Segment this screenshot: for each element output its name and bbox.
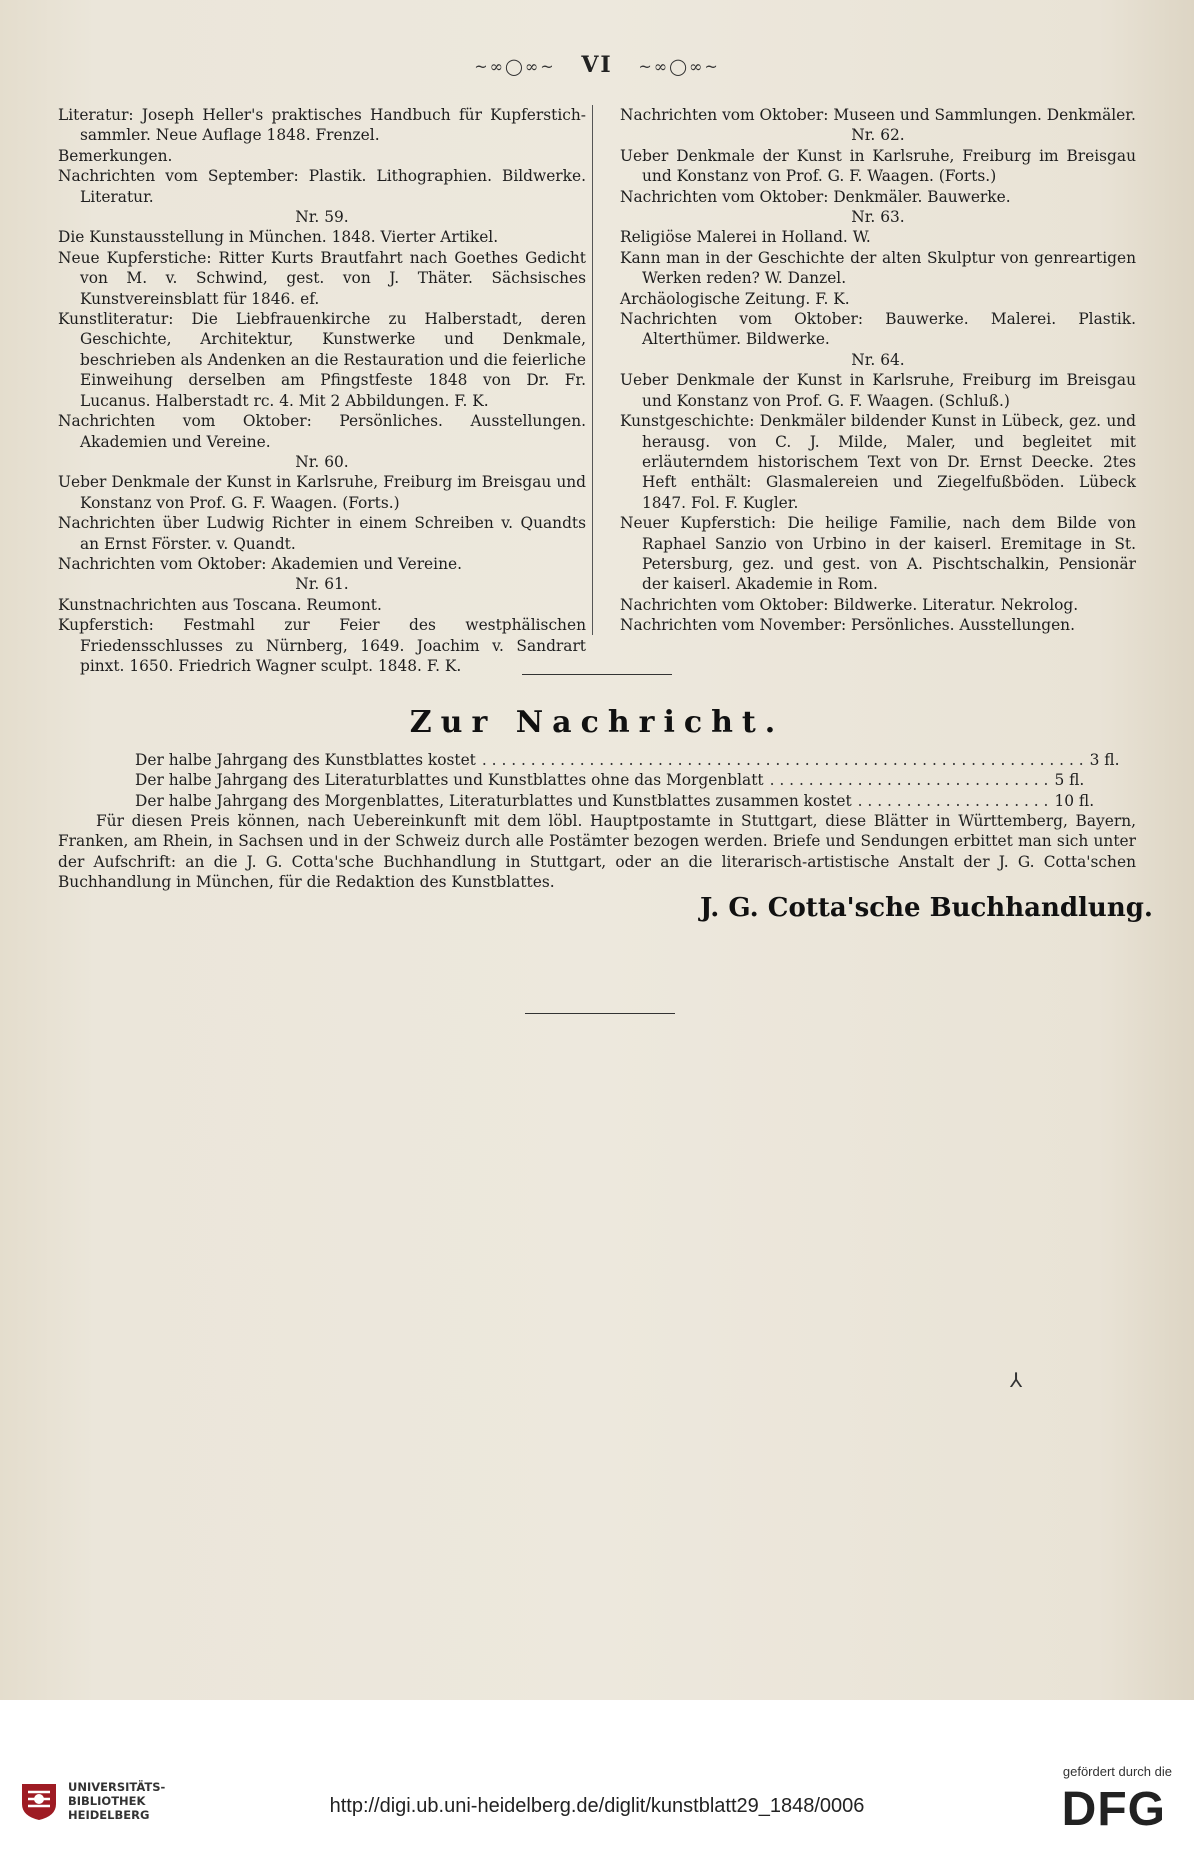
notice-title: Zur Nachricht.	[409, 705, 785, 740]
issue-number: Nr. 62.	[851, 126, 905, 145]
price-label: Der halbe Jahrgang des Kunstblattes kostet	[135, 751, 476, 769]
contents-entry: Archäologische Zeitung. F. K.	[620, 289, 850, 308]
ornament-right: ~∞◯∞~	[638, 57, 720, 76]
issue-number: Nr. 64.	[851, 350, 905, 369]
contents-entry: Nachrichten vom Oktober: Museen und Sammlungen. Denkmäler.	[620, 106, 1136, 124]
scan-mark: ⅄	[1010, 1368, 1023, 1392]
sponsor-caption: gefördert durch die	[1062, 1764, 1172, 1779]
contents-entry: Ueber Denkmale der Kunst in Karlsruhe, Freiburg im Breisgau und Konstanz von Prof. G. F. Waagen. (Forts.)	[58, 473, 586, 512]
contents-entry: Kupferstich: Festmahl zur Feier des westphälischen Friedensschlusses zu Nürnberg, 1649. Joachim v. Sandrart pinxt. 1650. Friedrich Wagner sculpt. 1848. F. K.	[58, 616, 586, 675]
publisher-signature: J. G. Cotta'sche Buchhandlung.	[700, 893, 1153, 923]
contents-entry: Kunstliteratur: Die Liebfrauenkirche zu Halberstadt, deren Geschichte, Architektur, Kunstwerke und Denkmale, beschrieben als Andenken an die Restauration und die feierliche Einweihung derselben am Pfingstfeste 1848 von Dr. Fr. Lucanus. Halberstadt rc. 4. Mit 2 Abbildungen. F. K.	[58, 310, 586, 410]
price-row: Der halbe Jahrgang des Kunstblattes kostet . . . . . . . . . . . . . . . . . . . . . . . . . . . . . . . . . . . . . . . . . . . . . . . . . . . . . . . . . . . . . . 3 fl.	[135, 751, 1120, 769]
contents-entry: Die Kunstausstellung in München. 1848. Vierter Artikel.	[58, 228, 499, 247]
contents-entry: Nachrichten vom November: Persönliches. Ausstellungen.	[620, 616, 1075, 635]
price-label: Der halbe Jahrgang des Literaturblattes und Kunstblattes ohne das Morgenblatt	[135, 771, 764, 790]
price-amount: 3 fl.	[1089, 751, 1120, 769]
institution-line: UNIVERSITÄTS-	[68, 1780, 166, 1794]
footer	[0, 1700, 1194, 1851]
contents-entry: Bemerkungen.	[58, 146, 173, 165]
contents-entry: Ueber Denkmale der Kunst in Karlsruhe, Freiburg im Breisgau und Konstanz von Prof. G. F. Waagen. (Schluß.)	[620, 371, 1136, 410]
contents-entry: Nachrichten vom Oktober: Bildwerke. Literatur. Nekrolog.	[620, 595, 1079, 614]
contents-entry: Kunstgeschichte: Denkmäler bildender Kunst in Lübeck, gez. und herausg. von C. J. Milde, Maler, und begleitet mit erläuterndem historischem Text von Dr. Ernst Deecke. 2tes Heft enthält: Glasmalereien und Ziegelfußböden. Lübeck 1847. Fol. F. Kugler.	[620, 412, 1136, 512]
price-row: Der halbe Jahrgang des Literaturblattes und Kunstblattes ohne das Morgenblatt . . . . . . . . . . . . . . . . . . . . . . . . . . . . . 5 fl.	[135, 771, 1085, 790]
contents-entry: Nachrichten vom Oktober: Denkmäler. Bauwerke.	[620, 187, 1011, 206]
contents-entry: Ueber Denkmale der Kunst in Karlsruhe, Freiburg im Breisgau und Konstanz von Prof. G. F. Waagen. (Forts.)	[620, 146, 1136, 186]
price-amount: 10 fl.	[1054, 791, 1095, 810]
issue-number: Nr. 60.	[295, 452, 349, 471]
column-divider	[592, 105, 593, 635]
contents-entry: Neuer Kupferstich: Die heilige Familie, nach dem Bilde von Raphael Sanzio von Urbino in der kaiserl. Eremitage in St. Petersburg, gez. und gest. von A. Pischtschalkin, Pensionär der kaiserl. Akademie in Rom.	[620, 514, 1136, 594]
left-column	[58, 105, 586, 676]
contents-entry: Kann man in der Geschichte der alten Skulptur von genreartigen Werken reden? W. Danzel.	[620, 248, 1136, 288]
price-row: Der halbe Jahrgang des Morgenblattes, Literaturblattes und Kunstblattes zusammen kostet . . . . . . . . . . . . . . . . . . . . 10 fl.	[135, 791, 1095, 810]
contents-entry: Nachrichten vom Oktober: Bauwerke. Malerei. Plastik. Alterthümer. Bildwerke.	[620, 310, 1136, 349]
closing-rule	[525, 1013, 675, 1014]
institution-line: BIBLIOTHEK	[68, 1794, 146, 1808]
page-header	[0, 52, 1194, 78]
issue-number: Nr. 61.	[295, 575, 349, 594]
sponsor-logo: DFG	[1061, 1783, 1166, 1836]
issue-number: Nr. 59.	[295, 208, 349, 227]
source-url[interactable]: http://digi.ub.uni-heidelberg.de/diglit/kunstblatt29_1848/0006	[329, 1795, 865, 1817]
page-number: VI	[581, 52, 613, 78]
contents-entry: Nachrichten über Ludwig Richter in einem Schreiben v. Quandts an Ernst Förster. v. Quandt.	[58, 514, 586, 553]
institution-line: HEIDELBERG	[68, 1808, 150, 1822]
notice-body: Für diesen Preis können, nach Uebereinkunft mit dem löbl. Hauptpostamte in Stuttgart, diese Blätter in Württemberg, Bayern, Franken, am Rhein, in Sachsen und in der Schweiz durch alle Postämter bezogen werden. Briefe und Sendungen erbittet man sich unter der Aufschrift: an die J. G. Cotta'sche Buchhandlung in Stuttgart, oder an die literarisch-artistische Anstalt der J. G. Cotta'schen Buchhandlung in München, für die Redaktion des Kunstblattes.	[58, 812, 1136, 892]
issue-number: Nr. 63.	[851, 208, 905, 227]
price-amount: 5 fl.	[1054, 771, 1085, 790]
contents-entry: Nachrichten vom Oktober: Persönliches. Ausstellungen. Akademien und Vereine.	[58, 412, 586, 451]
contents-entry: Neue Kupferstiche: Ritter Kurts Brautfahrt nach Goethes Gedicht von M. v. Schwind, gest. von J. Thäter. Sächsisches Kunstvereinsblatt für 1846. ef.	[58, 248, 586, 308]
contents-entry: Kunstnachrichten aus Toscana. Reumont.	[58, 595, 382, 614]
contents-entry: Literatur: Joseph Heller's praktisches Handbuch für Kupferstich-sammler. Neue Auflage 1848. Frenzel.	[58, 106, 586, 145]
contents-entry: Nachrichten vom Oktober: Akademien und Vereine.	[58, 554, 463, 573]
right-column	[620, 105, 1136, 636]
contents-entry: Nachrichten vom September: Plastik. Lithographien. Bildwerke. Literatur.	[58, 167, 586, 206]
section-rule	[522, 674, 672, 675]
price-label: Der halbe Jahrgang des Morgenblattes, Literaturblattes und Kunstblattes zusammen kostet	[135, 791, 852, 810]
contents-entry: Religiöse Malerei in Holland. W.	[620, 228, 871, 247]
price-list	[135, 750, 1120, 811]
ornament-left: ~∞◯∞~	[474, 57, 556, 76]
